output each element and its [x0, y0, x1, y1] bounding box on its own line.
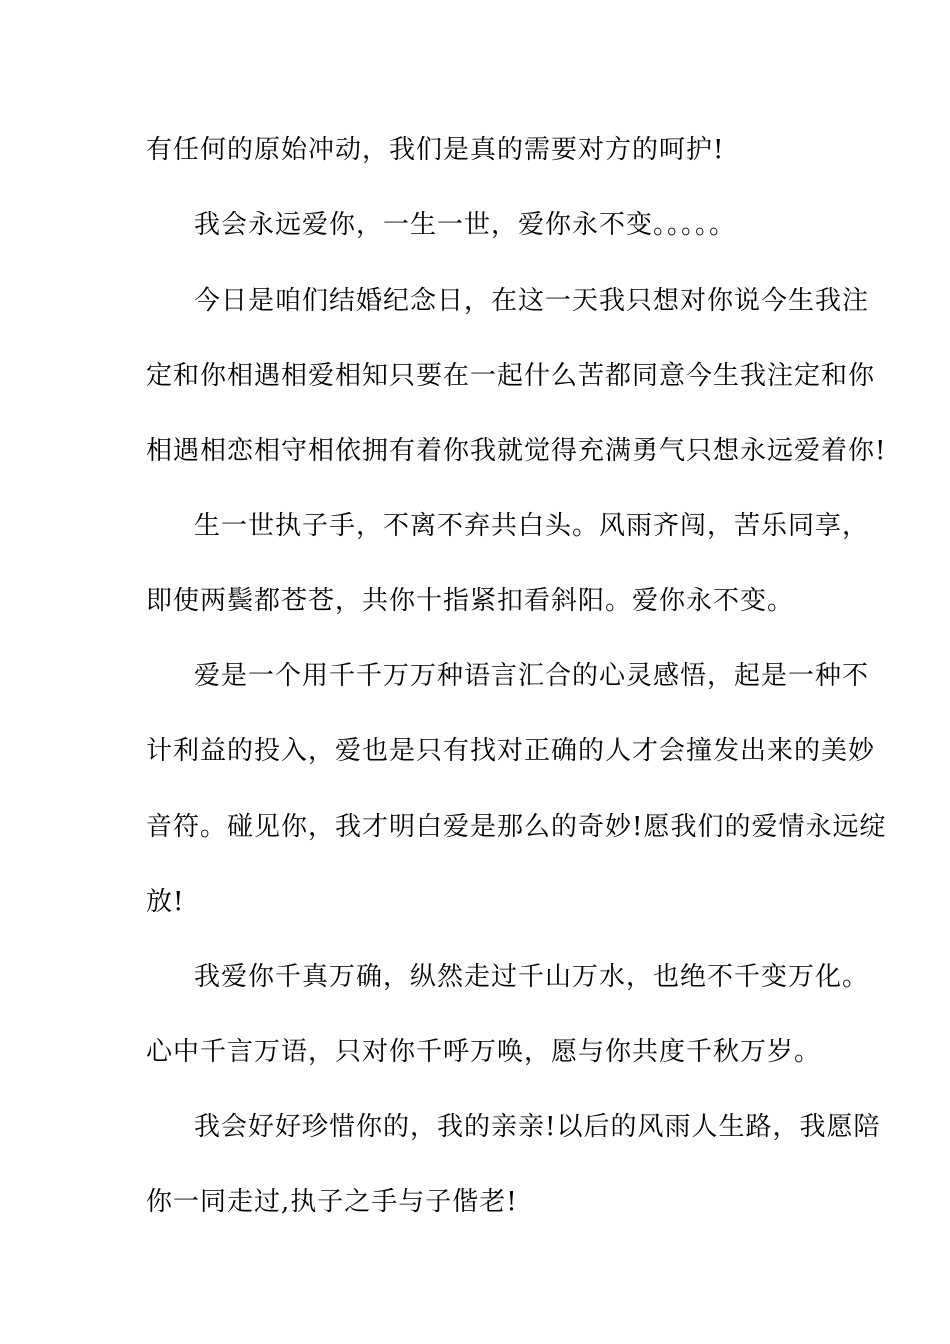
paragraph-first-line: 今日是咱们结婚纪念日，在这一天我只想对你说今生我注 — [194, 286, 870, 316]
text-line: 即使两鬓都苍苍，共你十指紧扣看斜阳。爱你永不变。 — [146, 586, 795, 616]
text-line: 音符。碰见你，我才明白爱是那么的奇妙!愿我们的爱情永远绽 — [146, 812, 887, 842]
text-line: 有任何的原始冲动，我们是真的需要对方的呵护! — [146, 135, 725, 165]
text-line: 你一同走过,执子之手与子偕老! — [146, 1187, 518, 1217]
paragraph-first-line: 我会好好珍惜你的，我的亲亲!以后的风雨人生路，我愿陪 — [194, 1112, 881, 1142]
paragraph-first-line: 我会永远爱你，一生一世，爱你永不变。。。。。 — [194, 210, 737, 240]
text-line: 相遇相恋相守相依拥有着你我就觉得充满勇气只想永远爱着你! — [146, 436, 887, 466]
paragraph-first-line: 我爱你千真万确，纵然走过千山万水，也绝不千变万化。 — [194, 962, 870, 992]
text-line: 计利益的投入，爱也是只有找对正确的人才会撞发出来的美妙 — [146, 736, 876, 766]
text-line: 放! — [146, 887, 185, 917]
paragraph-first-line: 生一世执子手，不离不弃共白头。风雨齐闯，苦乐同享， — [194, 511, 870, 541]
paragraph-first-line: 爱是一个用千千万万种语言汇合的心灵感悟，起是一种不 — [194, 661, 870, 691]
text-line: 心中千言万语，只对你千呼万唤，愿与你共度千秋万岁。 — [146, 1037, 822, 1067]
text-line: 定和你相遇相爱相知只要在一起什么苦都同意今生我注定和你 — [146, 361, 876, 391]
